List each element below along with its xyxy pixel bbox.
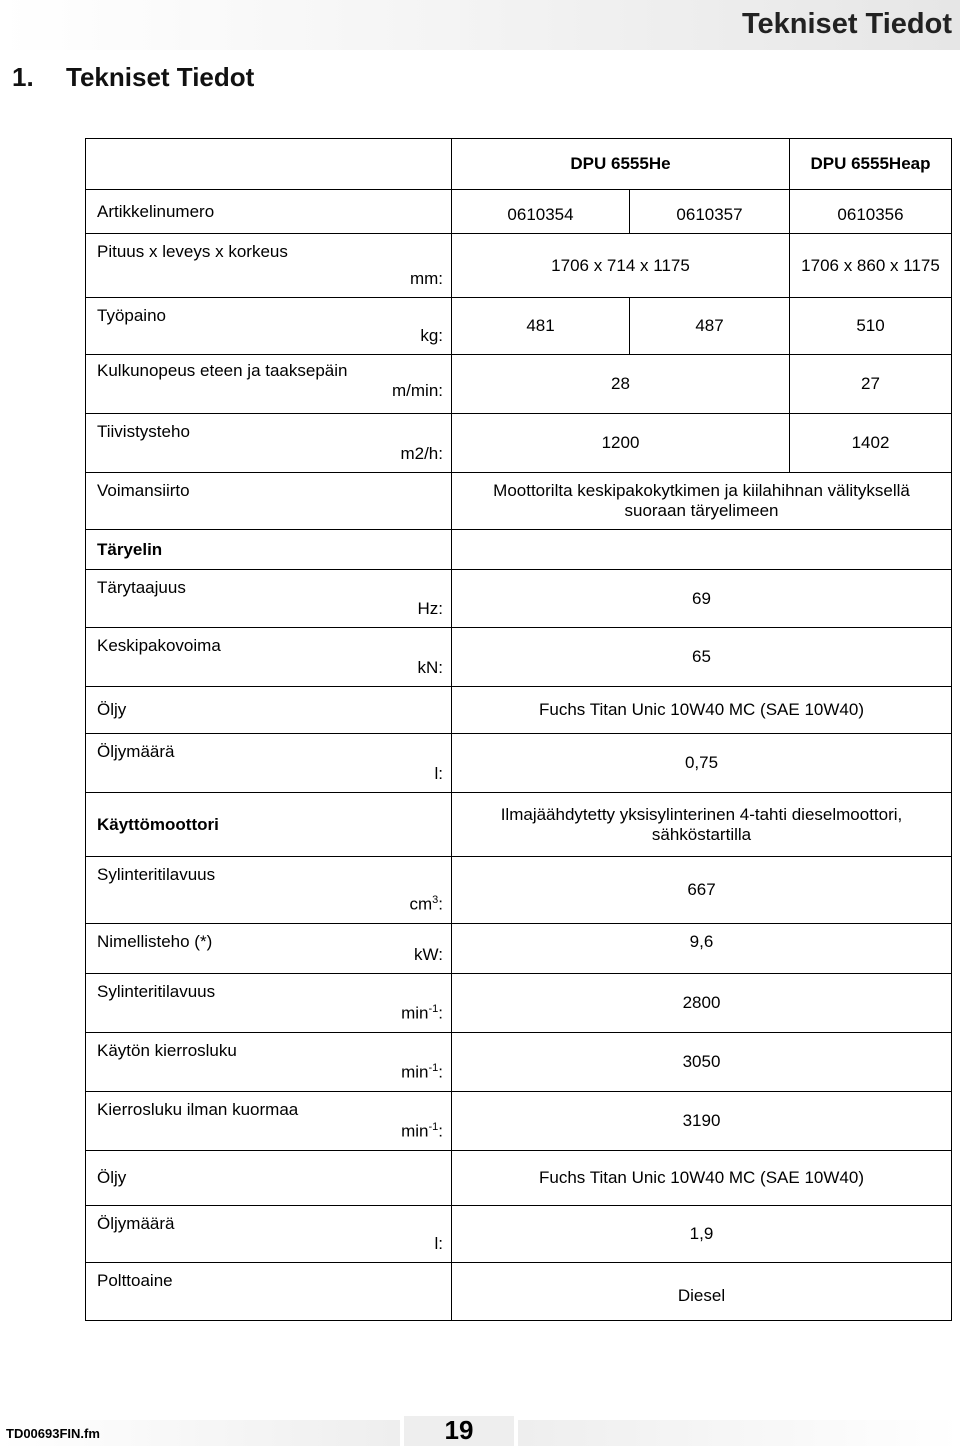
row-label: Kulkunopeus eteen ja taaksepäin — [97, 361, 348, 380]
table-row — [86, 473, 952, 530]
model-heap-header: DPU 6555Heap — [790, 139, 952, 190]
table-row — [86, 530, 952, 570]
row-unit: l: — [370, 1206, 452, 1263]
row-unit: kg: — [370, 298, 452, 355]
section-heading — [12, 62, 254, 93]
cell-empty — [452, 530, 952, 570]
cell-value: 69 — [452, 570, 952, 628]
row-label: Tiivistysteho — [86, 414, 370, 473]
table-row — [86, 628, 952, 687]
cell-value: Fuchs Titan Unic 10W40 MC (SAE 10W40) — [452, 1151, 952, 1206]
table-row — [86, 414, 952, 473]
spec-table-wrapper — [85, 138, 952, 1321]
cell-value: 1200 — [452, 414, 790, 473]
cell-value: Moottorilta keskipakokytkimen ja kiilahihnan välityksellä suoraan täryelimeen — [452, 473, 952, 530]
row-unit: Hz: — [370, 570, 452, 628]
table-row — [86, 1206, 952, 1263]
cell-value: 3190 — [452, 1092, 952, 1151]
model-he-header: DPU 6555He — [452, 139, 790, 190]
row-label: Työpaino — [86, 298, 370, 355]
cell-value: 1402 — [790, 414, 952, 473]
row-label: Voimansiirto — [86, 473, 452, 530]
row-label: Nimellisteho (*) — [86, 924, 370, 974]
section-row-label: Käyttömoottori — [86, 793, 452, 857]
section-title: Tekniset Tiedot — [66, 62, 255, 92]
spec-table — [85, 138, 952, 1321]
table-row — [86, 734, 952, 793]
cell-value: 2800 — [452, 974, 952, 1033]
table-row — [86, 298, 952, 355]
cell-value: 27 — [790, 355, 952, 414]
footer-doc-code-band — [0, 1420, 400, 1446]
table-row — [86, 355, 952, 414]
table-row — [86, 570, 952, 628]
cell-value: Ilmajäähdytetty yksisylinterinen 4-tahti dieselmoottori, sähköstartilla — [452, 793, 952, 857]
footer-doc-code: TD00693FIN.fm — [6, 1426, 100, 1441]
table-row — [86, 857, 952, 924]
header-title: Tekniset Tiedot — [741, 8, 952, 40]
row-unit: $\min^{-1}$: — [370, 1033, 452, 1092]
row-label: Artikkelinumero — [86, 190, 452, 234]
row-unit: $cm^3$: — [370, 857, 452, 924]
cell-value: 1706 x 714 x 1175 — [452, 234, 790, 298]
cell-value: 510 — [790, 298, 952, 355]
table-row — [86, 1263, 952, 1321]
cell-value: 667 — [452, 857, 952, 924]
row-label: Sylinteritilavuus — [86, 857, 370, 924]
table-row — [86, 1151, 952, 1206]
row-unit: kN: — [370, 628, 452, 687]
cell-value: 1706 x 860 x 1175 — [790, 234, 952, 298]
row-label: Tärytaajuus — [86, 570, 370, 628]
row-unit: $\min^{-1}$: — [370, 1092, 452, 1151]
footer-page-box — [404, 1416, 514, 1446]
table-row — [86, 924, 952, 974]
table-header-row — [86, 139, 952, 190]
section-number: 1. — [12, 62, 34, 92]
cell-value: 1,9 — [452, 1206, 952, 1263]
cell-value: 0610356 — [790, 190, 952, 234]
row-label: Pituus x leveys x korkeus — [86, 234, 370, 298]
row-label: Sylinteritilavuus — [86, 974, 370, 1033]
row-unit: l: — [370, 734, 452, 793]
table-row — [86, 793, 952, 857]
page-number: 19 — [444, 1415, 474, 1445]
row-unit: m/min: — [392, 381, 443, 400]
cell-value: 481 — [452, 298, 630, 355]
table-row — [86, 190, 952, 234]
cell-value: 0610357 — [630, 190, 790, 234]
row-label: Polttoaine — [86, 1263, 452, 1321]
row-label: Öljy — [86, 1151, 452, 1206]
row-unit: kW: — [370, 924, 452, 974]
cell-value: 0,75 — [452, 734, 952, 793]
row-label: Kierrosluku ilman kuormaa — [86, 1092, 370, 1151]
table-row — [86, 1092, 952, 1151]
corner-cell — [86, 139, 452, 190]
row-label: Öljy — [86, 687, 452, 734]
row-label: Öljymäärä — [86, 1206, 370, 1263]
cell-value: 487 — [630, 298, 790, 355]
header-band — [0, 0, 960, 50]
row-label: Öljymäärä — [86, 734, 370, 793]
cell-value: 28 — [452, 355, 790, 414]
row-unit: mm: — [370, 234, 452, 298]
row-label: Keskipakovoima — [86, 628, 370, 687]
cell-value: Fuchs Titan Unic 10W40 MC (SAE 10W40) — [452, 687, 952, 734]
cell-value: 3050 — [452, 1033, 952, 1092]
table-row — [86, 1033, 952, 1092]
footer-band — [518, 1420, 960, 1446]
table-row — [86, 234, 952, 298]
row-unit: m2/h: — [370, 414, 452, 473]
row-label-cell — [86, 355, 452, 414]
row-unit: $\min^{-1}$: — [370, 974, 452, 1033]
cell-value: 65 — [452, 628, 952, 687]
cell-value: 9,6 — [452, 924, 952, 974]
cell-value: Diesel — [452, 1263, 952, 1321]
row-label: Käytön kierrosluku — [86, 1033, 370, 1092]
table-row — [86, 687, 952, 734]
section-row-label: Täryelin — [86, 530, 452, 570]
cell-value: 0610354 — [452, 190, 630, 234]
table-row — [86, 974, 952, 1033]
